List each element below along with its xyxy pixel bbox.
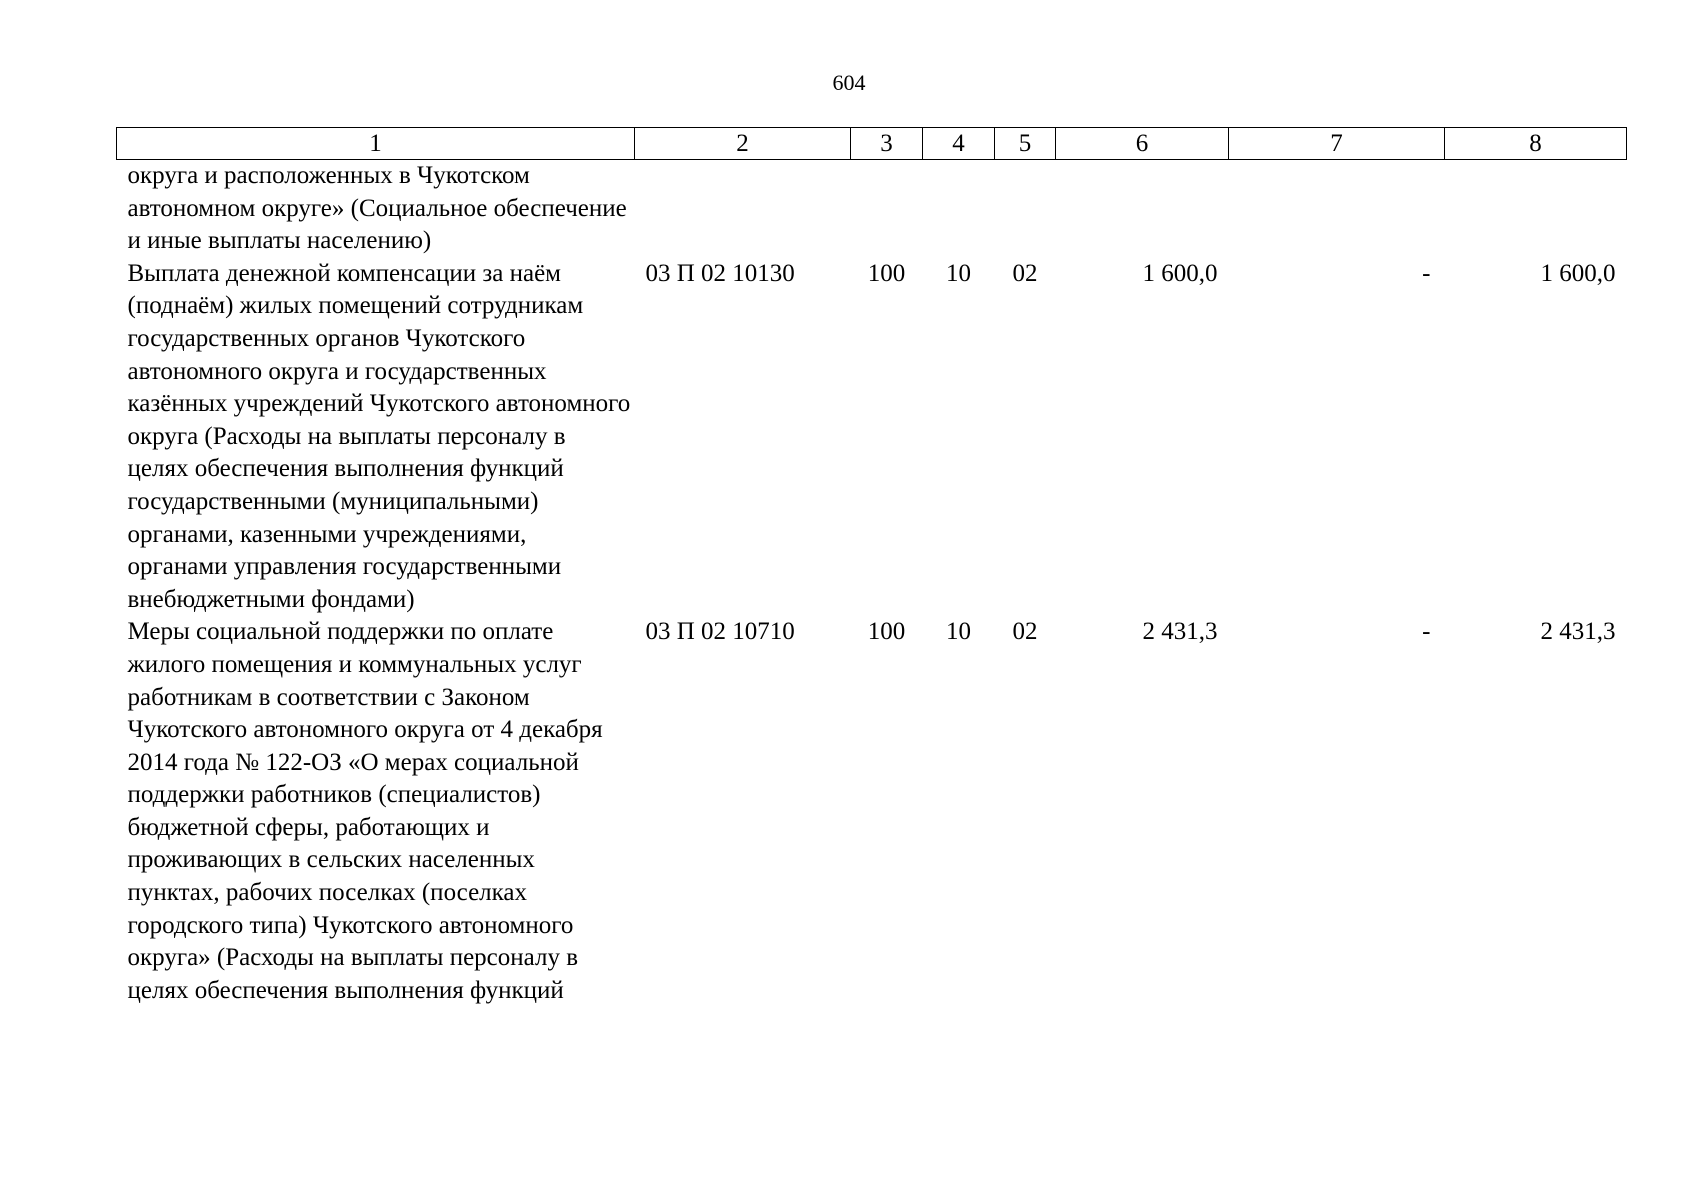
- column-header-1: 1: [117, 128, 635, 160]
- row-col7-cell: [1229, 160, 1445, 258]
- budget-table: [116, 127, 1627, 1007]
- row-code-cell: [635, 160, 851, 258]
- row-code-cell: 03 П 02 10130: [645, 259, 795, 287]
- row-col6-cell: 1 600,0: [1142, 259, 1218, 287]
- column-header-8: 8: [1445, 128, 1627, 160]
- row-col4-cell: 10: [946, 259, 971, 287]
- row-col4-cell: [923, 160, 995, 258]
- row-name-cell: Меры социальной поддержки по оплате жилого помещения и коммунальных услуг работникам в соответствии с Законом Чукотского автономного округа от 4 декабря 2014 года № 122-ОЗ «О мерах социальной поддержки работников (специалистов) бюджетной сферы, работающих и проживающих в сельских населенных пунктах, рабочих поселках (поселках городского типа) Чукотского автономного округа» (Расходы на выплаты персоналу в целях обеспечения выполнения функций: [127, 618, 603, 1004]
- row-name-cell: Выплата денежной компенсации за наём (поднаём) жилых помещений сотрудникам государственных органов Чукотского автономного округа и государственных казённых учреждений Чукотского автономного округа (Расходы на выплаты персоналу в целях обеспечения выполнения функций государственными (муниципальными) органами, казенными учреждениями, органами управления государственными внебюджетными фондами): [127, 259, 631, 613]
- column-header-7: 7: [1229, 128, 1445, 160]
- table-header-row: [117, 128, 1627, 160]
- row-col3-cell: [851, 160, 923, 258]
- column-header-6: 6: [1056, 128, 1229, 160]
- row-col6-cell: [1056, 160, 1229, 258]
- page-number: 604: [832, 70, 866, 95]
- row-col5-cell: [995, 160, 1056, 258]
- row-name-cell: округа и расположенных в Чукотском автономном округе» (Социальное обеспечение и иные выплаты населению): [127, 162, 627, 255]
- column-header-3: 3: [851, 128, 923, 160]
- row-col8-cell: 1 600,0: [1540, 259, 1616, 287]
- table-row: [117, 616, 1627, 1007]
- table-row: [117, 160, 1627, 258]
- row-code-cell: 03 П 02 10710: [645, 618, 795, 646]
- row-col7-cell: -: [1422, 259, 1431, 287]
- row-col5-cell: 02: [1012, 618, 1038, 646]
- row-col7-cell: -: [1422, 618, 1431, 646]
- column-header-5: 5: [995, 128, 1056, 160]
- table-row: [117, 258, 1627, 617]
- row-col8-cell: 2 431,3: [1540, 618, 1616, 646]
- row-col3-cell: 100: [867, 259, 906, 287]
- row-col3-cell: 100: [867, 618, 906, 646]
- column-header-4: 4: [923, 128, 995, 160]
- row-col8-cell: [1445, 160, 1627, 258]
- row-col6-cell: 2 431,3: [1142, 618, 1218, 646]
- row-col4-cell: 10: [946, 618, 971, 646]
- column-header-2: 2: [635, 128, 851, 160]
- row-col5-cell: 02: [1012, 259, 1038, 287]
